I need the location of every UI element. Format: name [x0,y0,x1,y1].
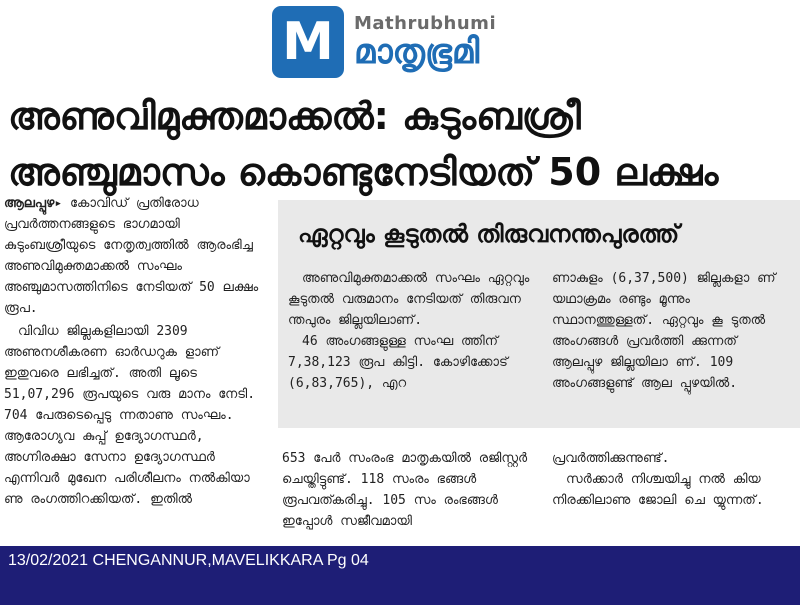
article-bottom-column-2 [552,448,792,511]
masthead-logo [272,6,496,78]
paragraph-1-text: കോവിഡ് പ്രതിരോധ പ്രവർത്തനങ്ങളുടെ ഭാഗമായി കുടുംബശ്രീയുടെ നേതൃത്വത്തിൽ ആരംഭിച്ച അണുവിമുക്തമാക്കൽ സംഘം അഞ്ചുമാസത്തിനിടെ നേടിയത് 50 ലക്ഷം രൂപ. [4,196,259,316]
bottom-paragraph-1: 653 പേർ സംരംഭ മാതൃകയിൽ രജിസ്റ്റർ ചെയ്തിട്ടുണ്ട്. 118 സംരം ഭങ്ങൾ രൂപവത്കരിച്ചു. 105 സം രംഭങ്ങൾ ഇപ്പോൾ സജീവമായി [282,451,528,529]
sidebar-paragraph-1: അണുവിമുക്തമാക്കൽ സംഘം ഏറ്റവും കൂടുതൽ വരുമാനം നേടിയത് തിരുവന ന്തപുരം ജില്ലയിലാണ്. [288,271,530,328]
edition-info: 13/02/2021 CHENGANNUR,MAVELIKKARA Pg 04 [8,552,369,569]
article-left-column [4,193,268,512]
bottom-paragraph-2: പ്രവർത്തിക്കുന്നുണ്ട്. [552,451,670,466]
article-paragraph-2: വിവിധ ജില്ലകളിലായി 2309 അണുനശീകരണ ഓർഡറുക ളാണ് ഇതുവരെ ലഭിച്ചത്. അതി ലൂടെ 51,07,296 രൂപയുടെ വരു മാനം നേടി. 704 പേരുടെപ്പെടു ന്നതാണു സംഘം. ആരോഗ്യവ കുപ്പ് ഉദ്യോഗസ്ഥർ, അഗ്നിരക്ഷാ സേനാ ഉദ്യോഗസ്ഥർ എന്നിവർ മുഖേന പരിശീലനം നൽകിയാ ണു രംഗത്തിറക്കിയത്. ഇതിൽ [4,324,256,507]
logo-letter: M [282,12,334,72]
headline-line-2: അഞ്ചുമാസം കൊണ്ടുനേടിയത് 50 ലക്ഷം [8,150,719,194]
sidebar-box [278,200,800,428]
article-paragraph-1 [4,193,268,319]
logo-name-english: Mathrubhumi [354,12,497,34]
article-bottom-column-1 [282,448,532,532]
logo-mark [272,6,344,78]
sidebar-paragraph-3: ണാകുളം (6,37,500) ജില്ലകളാ ണ് യഥാക്രമം രണ്ടും മൂന്നും സ്ഥാനത്തുള്ളത്. ഏറ്റവും കൂ ടുതൽ അംഗങ്ങൾ പ്രവർത്തി ക്കുന്നത് ആലപ്പുഴ ജില്ലയിലാ ണ്. 109 അംഗങ്ങളുണ്ട് ആല പ്പുഴയിൽ. [552,271,776,391]
sidebar-box-column-2 [552,268,792,394]
bottom-paragraph-3: സർക്കാർ നിശ്ചയിച്ചു നൽ കിയ നിരക്കിലാണു ജോലി ചെ യ്യുന്നത്. [552,472,764,508]
logo-wordmark [354,13,496,71]
sidebar-box-title: ഏറ്റവും കൂടുതൽ തിരുവനന്തപുരത്ത് [298,220,680,248]
sidebar-box-column-1 [288,268,538,394]
sidebar-paragraph-2: 46 അംഗങ്ങളുള്ള സംഘ ത്തിന് 7,38,123 രൂപ കിട്ടി. കോഴിക്കോട് (6,83,765), എറ [288,334,508,391]
dateline: ആലപ്പുഴ▸ [4,196,63,211]
edition-footer-bar [0,546,800,605]
logo-name-malayalam: മാതൃഭൂമി [354,31,480,72]
headline-line-1: അണുവിമുക്തമാക്കൽ: കുടുംബശ്രീ [8,94,581,138]
